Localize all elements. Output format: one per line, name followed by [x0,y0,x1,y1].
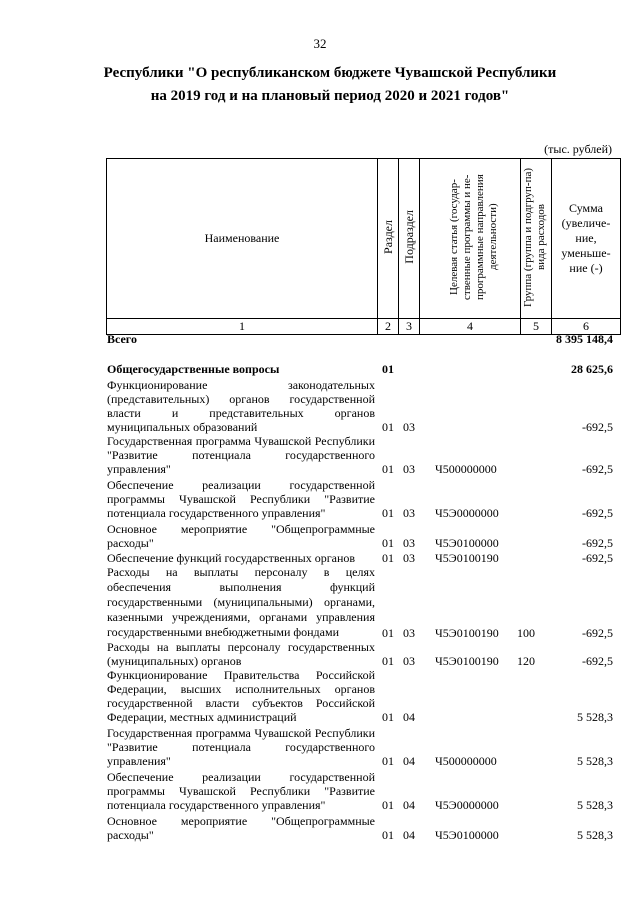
row-target: Ч5Э0000000 [435,506,499,520]
row-target: Ч5Э0100000 [435,828,499,842]
row-razdel: 01 [382,506,394,520]
row-sum: -692,5 [582,626,613,640]
row-podrazdel: 04 [403,754,415,768]
row-target: Ч5Э0100000 [435,536,499,550]
row-expense-group: 120 [517,654,535,668]
col-number: 3 [399,319,420,335]
row-target: Ч5Э0100190 [435,654,499,668]
row-razdel: 01 [382,551,394,565]
row-expense-group: 100 [517,626,535,640]
row-sum: 5 528,3 [577,828,613,842]
table-row [107,434,613,476]
header-razdel: Раздел [378,159,399,319]
header-sum: Сумма (увеличе-ние, уменьше-ние (-) [552,159,621,319]
row-target: Ч5Э0100190 [435,626,499,640]
row-sum: 5 528,3 [577,754,613,768]
row-name: Основное мероприятие "Общепрограммные расходы" [107,814,375,842]
row-razdel: 01 [382,828,394,842]
table-row [107,378,613,434]
table-row [107,478,613,520]
row-sum: -692,5 [582,654,613,668]
row-name: Основное мероприятие "Общепрограммные расходы" [107,522,375,550]
table-row [107,332,613,346]
row-razdel: 01 [382,362,394,376]
col-number: 6 [552,319,621,335]
col-number: 1 [107,319,378,335]
row-sum: -692,5 [582,506,613,520]
page-number: 32 [313,36,327,51]
row-target: Ч500000000 [435,462,497,476]
row-sum: -692,5 [582,462,613,476]
col-number: 5 [521,319,552,335]
row-razdel: 01 [382,626,394,640]
row-podrazdel: 03 [403,536,415,550]
col-number: 4 [420,319,521,335]
header-target-article: Целевая статья (государ-ственные программы и не-программные направления деятельности) [420,159,521,319]
table-row [107,551,613,565]
row-sum: -692,5 [582,536,613,550]
table-row [107,522,613,550]
row-name: Государственная программа Чувашской Республики "Развитие потенциала государственного управления" [107,726,375,768]
row-sum: 28 625,6 [571,362,613,376]
row-podrazdel: 04 [403,710,415,724]
table-row [107,640,613,668]
row-sum: 8 395 148,4 [556,332,613,346]
row-sum: -692,5 [582,551,613,565]
table-header [106,158,621,335]
row-razdel: 01 [382,798,394,812]
table-row [107,362,613,376]
unit-label: (тыс. рублей) [544,142,612,156]
row-podrazdel: 03 [403,462,415,476]
row-podrazdel: 03 [403,420,415,434]
row-razdel: 01 [382,654,394,668]
row-razdel: 01 [382,710,394,724]
table-row [107,668,613,724]
row-razdel: 01 [382,536,394,550]
row-name: Расходы на выплаты персоналу государственных (муниципальных) органов [107,640,375,668]
row-podrazdel: 04 [403,798,415,812]
row-razdel: 01 [382,420,394,434]
row-name: Обеспечение реализации государственной программы Чувашской Республики "Развитие потенциала государственного управления" [107,478,375,520]
row-name: Государственная программа Чувашской Республики "Развитие потенциала государственного управления" [107,434,375,476]
row-name: Функционирование законодательных (представительных) органов государственной власти и представительных органов муниципальных образований [107,378,375,434]
row-sum: 5 528,3 [577,798,613,812]
row-target: Ч5Э0000000 [435,798,499,812]
row-target: Ч500000000 [435,754,497,768]
row-razdel: 01 [382,754,394,768]
row-name: Расходы на выплаты персоналу в целях обеспечения выполнения функций государственными (муниципальными) органами, казенными учреждениями, органами управления государственными внебюджетными фондами [107,565,375,639]
table-row [107,770,613,812]
col-number: 2 [378,319,399,335]
document-title-line-2: на 2019 год и на плановый период 2020 и 2021 годов" [150,88,510,104]
row-name: Функционирование Правительства Российской Федерации, высших исполнительных органов государственной власти субъектов Российской Федерации, местных администраций [107,668,375,724]
row-name: Всего [107,332,137,346]
header-name: Наименование [107,159,378,319]
row-podrazdel: 03 [403,506,415,520]
header-podrazdel: Подраздел [399,159,420,319]
table-row [107,726,613,768]
row-podrazdel: 04 [403,828,415,842]
table-row [107,565,613,640]
row-name: Обеспечение реализации государственной программы Чувашской Республики "Развитие потенциала государственного управления" [107,770,375,812]
row-sum: -692,5 [582,420,613,434]
row-name: Общегосударственные вопросы [107,362,280,376]
row-razdel: 01 [382,462,394,476]
row-name: Обеспечение функций государственных органов [107,551,356,565]
row-target: Ч5Э0100190 [435,551,499,565]
header-expense-group: Группа (группа и подгруп-па) вида расходов [521,159,552,319]
table-row [107,814,613,842]
row-sum: 5 528,3 [577,710,613,724]
row-podrazdel: 03 [403,654,415,668]
row-podrazdel: 03 [403,551,415,565]
row-podrazdel: 03 [403,626,415,640]
document-title-line-1: Республики "О республиканском бюджете Чувашской Республики [103,65,557,81]
